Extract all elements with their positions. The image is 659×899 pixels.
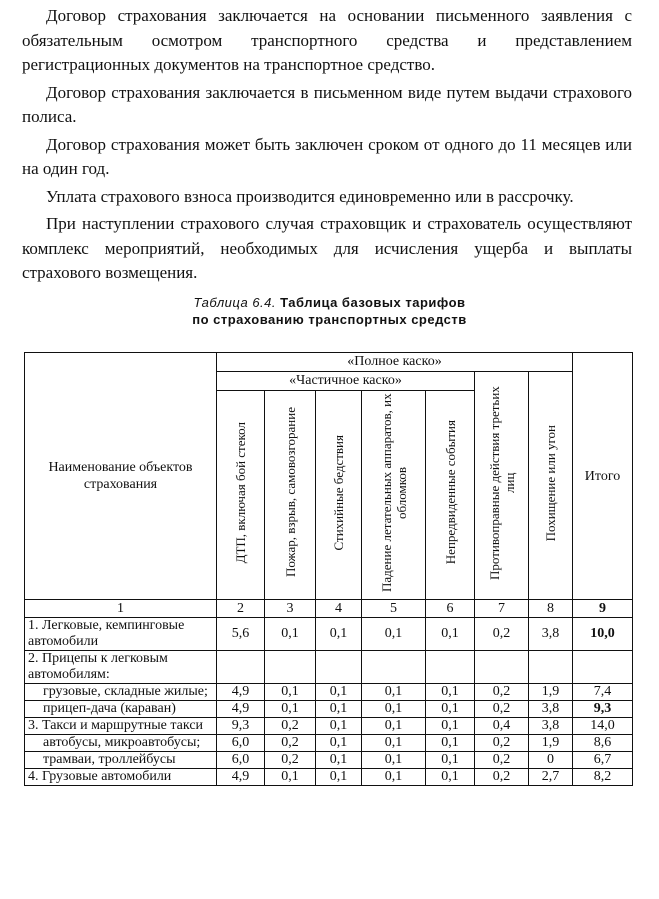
row-total-cell: 6,7 bbox=[573, 752, 633, 769]
row-object-name: грузовые, складные жилые; bbox=[25, 684, 217, 701]
row-total-cell: 8,2 bbox=[573, 769, 633, 786]
table-row bbox=[25, 752, 633, 769]
column-number: 2 bbox=[217, 600, 265, 618]
paragraph: Договор страхования заключается в письменном виде путем выдачи страхового полиса. bbox=[22, 82, 632, 126]
row-tariff-cell: 9,3 bbox=[217, 718, 265, 735]
row-tariff-cell: 0,2 bbox=[475, 701, 529, 718]
header-column bbox=[265, 391, 316, 600]
row-tariff-cell: 0 bbox=[529, 752, 573, 769]
row-object-name: 3. Такси и маршрутные такси bbox=[25, 718, 217, 735]
row-tariff-cell: 0,1 bbox=[362, 769, 426, 786]
row-tariff-cell: 4,9 bbox=[217, 701, 265, 718]
column-number: 7 bbox=[475, 600, 529, 618]
column-number: 4 bbox=[316, 600, 362, 618]
row-tariff-cell bbox=[426, 651, 475, 684]
header-column-label: ДТП, включая бой стекол bbox=[233, 421, 248, 564]
row-tariff-cell: 3,8 bbox=[529, 701, 573, 718]
header-total: Итого bbox=[573, 353, 633, 600]
row-tariff-cell: 0,2 bbox=[475, 735, 529, 752]
row-tariff-cell: 0,1 bbox=[426, 618, 475, 651]
header-column-label: Падение летательных аппаратов, их обломков bbox=[378, 393, 409, 592]
row-tariff-cell bbox=[265, 651, 316, 684]
table-row bbox=[25, 651, 633, 684]
header-column bbox=[475, 372, 529, 600]
row-total-cell bbox=[573, 651, 633, 684]
paragraph: При наступлении страхового случая страховщик и страхователь осуществляют комплекс мероприятий, необходимых для исчисления ущерба и выплаты страхового возмещения. bbox=[22, 214, 632, 282]
row-tariff-cell: 1,9 bbox=[529, 735, 573, 752]
tariff-table bbox=[24, 352, 633, 786]
row-tariff-cell: 0,2 bbox=[475, 618, 529, 651]
table-row bbox=[25, 718, 633, 735]
row-tariff-cell: 0,2 bbox=[265, 718, 316, 735]
column-number: 8 bbox=[529, 600, 573, 618]
header-column bbox=[316, 391, 362, 600]
row-tariff-cell: 3,8 bbox=[529, 618, 573, 651]
row-tariff-cell: 0,1 bbox=[265, 769, 316, 786]
row-total-cell: 14,0 bbox=[573, 718, 633, 735]
table-row bbox=[25, 701, 633, 718]
row-tariff-cell: 5,6 bbox=[217, 618, 265, 651]
row-total-cell: 9,3 bbox=[573, 701, 633, 718]
row-tariff-cell: 0,2 bbox=[475, 769, 529, 786]
row-tariff-cell: 0,1 bbox=[362, 735, 426, 752]
table-row bbox=[25, 769, 633, 786]
column-number: 1 bbox=[25, 600, 217, 618]
row-tariff-cell: 1,9 bbox=[529, 684, 573, 701]
row-tariff-cell: 4,9 bbox=[217, 684, 265, 701]
row-tariff-cell: 6,0 bbox=[217, 735, 265, 752]
row-tariff-cell bbox=[217, 651, 265, 684]
header-column bbox=[217, 391, 265, 600]
row-tariff-cell: 0,2 bbox=[475, 684, 529, 701]
row-tariff-cell: 0,1 bbox=[362, 752, 426, 769]
row-object-name: прицеп-дача (караван) bbox=[25, 701, 217, 718]
row-tariff-cell: 3,8 bbox=[529, 718, 573, 735]
row-total-cell: 10,0 bbox=[573, 618, 633, 651]
row-tariff-cell: 0,1 bbox=[426, 684, 475, 701]
row-tariff-cell: 0,1 bbox=[316, 684, 362, 701]
row-tariff-cell: 0,2 bbox=[265, 752, 316, 769]
header-column-label: Противоправные действия третьих лиц bbox=[486, 386, 517, 580]
column-number: 5 bbox=[362, 600, 426, 618]
row-object-name: 2. Прицепы к легковым автомобилям: bbox=[25, 651, 217, 684]
row-tariff-cell: 0,2 bbox=[265, 735, 316, 752]
table-caption-title: Таблица базовых тарифов bbox=[280, 295, 466, 310]
header-object-name: Наименование объектов страхования bbox=[25, 353, 217, 600]
row-total-cell: 7,4 bbox=[573, 684, 633, 701]
table-body bbox=[25, 618, 633, 786]
row-tariff-cell: 2,7 bbox=[529, 769, 573, 786]
row-tariff-cell: 0,4 bbox=[475, 718, 529, 735]
row-tariff-cell: 6,0 bbox=[217, 752, 265, 769]
row-tariff-cell: 0,1 bbox=[265, 618, 316, 651]
column-number: 9 bbox=[573, 600, 633, 618]
column-number: 3 bbox=[265, 600, 316, 618]
row-tariff-cell: 0,1 bbox=[316, 718, 362, 735]
row-tariff-cell: 0,1 bbox=[316, 752, 362, 769]
header-column-label: Похищение или угон bbox=[543, 424, 558, 542]
row-tariff-cell: 0,1 bbox=[362, 684, 426, 701]
header-column bbox=[529, 372, 573, 600]
table-caption bbox=[0, 294, 659, 328]
table-caption-title-line2: по страхованию транспортных средств bbox=[192, 312, 467, 327]
row-tariff-cell: 0,1 bbox=[426, 718, 475, 735]
row-tariff-cell: 0,1 bbox=[362, 701, 426, 718]
row-object-name: автобусы, микроавтобусы; bbox=[25, 735, 217, 752]
row-tariff-cell: 0,1 bbox=[265, 684, 316, 701]
row-tariff-cell bbox=[362, 651, 426, 684]
row-tariff-cell: 0,1 bbox=[316, 735, 362, 752]
header-column bbox=[362, 391, 426, 600]
row-tariff-cell: 0,1 bbox=[316, 769, 362, 786]
header-column bbox=[426, 391, 475, 600]
row-tariff-cell: 0,1 bbox=[426, 701, 475, 718]
row-tariff-cell: 0,1 bbox=[426, 735, 475, 752]
row-tariff-cell: 0,1 bbox=[426, 752, 475, 769]
row-tariff-cell: 0,1 bbox=[426, 769, 475, 786]
paragraph: Договор страхования заключается на основании письменного заявления с обязательным осмотром транспортного средства и представлением регистрационных документов на транспортное средство. bbox=[22, 6, 632, 74]
row-total-cell: 8,6 bbox=[573, 735, 633, 752]
row-tariff-cell: 0,1 bbox=[362, 718, 426, 735]
table-caption-label: Таблица 6.4. bbox=[193, 295, 277, 310]
header-full-kasko: «Полное каско» bbox=[217, 353, 573, 372]
row-tariff-cell: 4,9 bbox=[217, 769, 265, 786]
row-tariff-cell: 0,1 bbox=[265, 701, 316, 718]
header-column-label: Пожар, взрыв, самовозгорание bbox=[282, 407, 298, 578]
column-number-row bbox=[25, 600, 633, 618]
row-tariff-cell bbox=[475, 651, 529, 684]
row-tariff-cell bbox=[529, 651, 573, 684]
header-partial-kasko: «Частичное каско» bbox=[217, 372, 475, 391]
row-tariff-cell: 0,1 bbox=[316, 701, 362, 718]
table-row bbox=[25, 735, 633, 752]
header-column-label: Непредвиденные события bbox=[442, 420, 458, 565]
row-tariff-cell: 0,2 bbox=[475, 752, 529, 769]
row-object-name: 1. Легковые, кемпинговые автомобили bbox=[25, 618, 217, 651]
body-text bbox=[22, 4, 632, 286]
column-number: 6 bbox=[426, 600, 475, 618]
row-tariff-cell: 0,1 bbox=[316, 618, 362, 651]
table-row bbox=[25, 684, 633, 701]
paragraph: Договор страхования может быть заключен сроком от одного до 11 месяцев или на один год. bbox=[22, 134, 632, 178]
table-row bbox=[25, 618, 633, 651]
row-object-name: 4. Грузовые автомобили bbox=[25, 769, 217, 786]
row-tariff-cell bbox=[316, 651, 362, 684]
header-column-label: Стихийные бедствия bbox=[331, 434, 346, 551]
row-tariff-cell: 0,1 bbox=[362, 618, 426, 651]
paragraph: Уплата страхового взноса производится единовременно или в рассрочку. bbox=[46, 186, 574, 206]
row-object-name: трамваи, троллейбусы bbox=[25, 752, 217, 769]
